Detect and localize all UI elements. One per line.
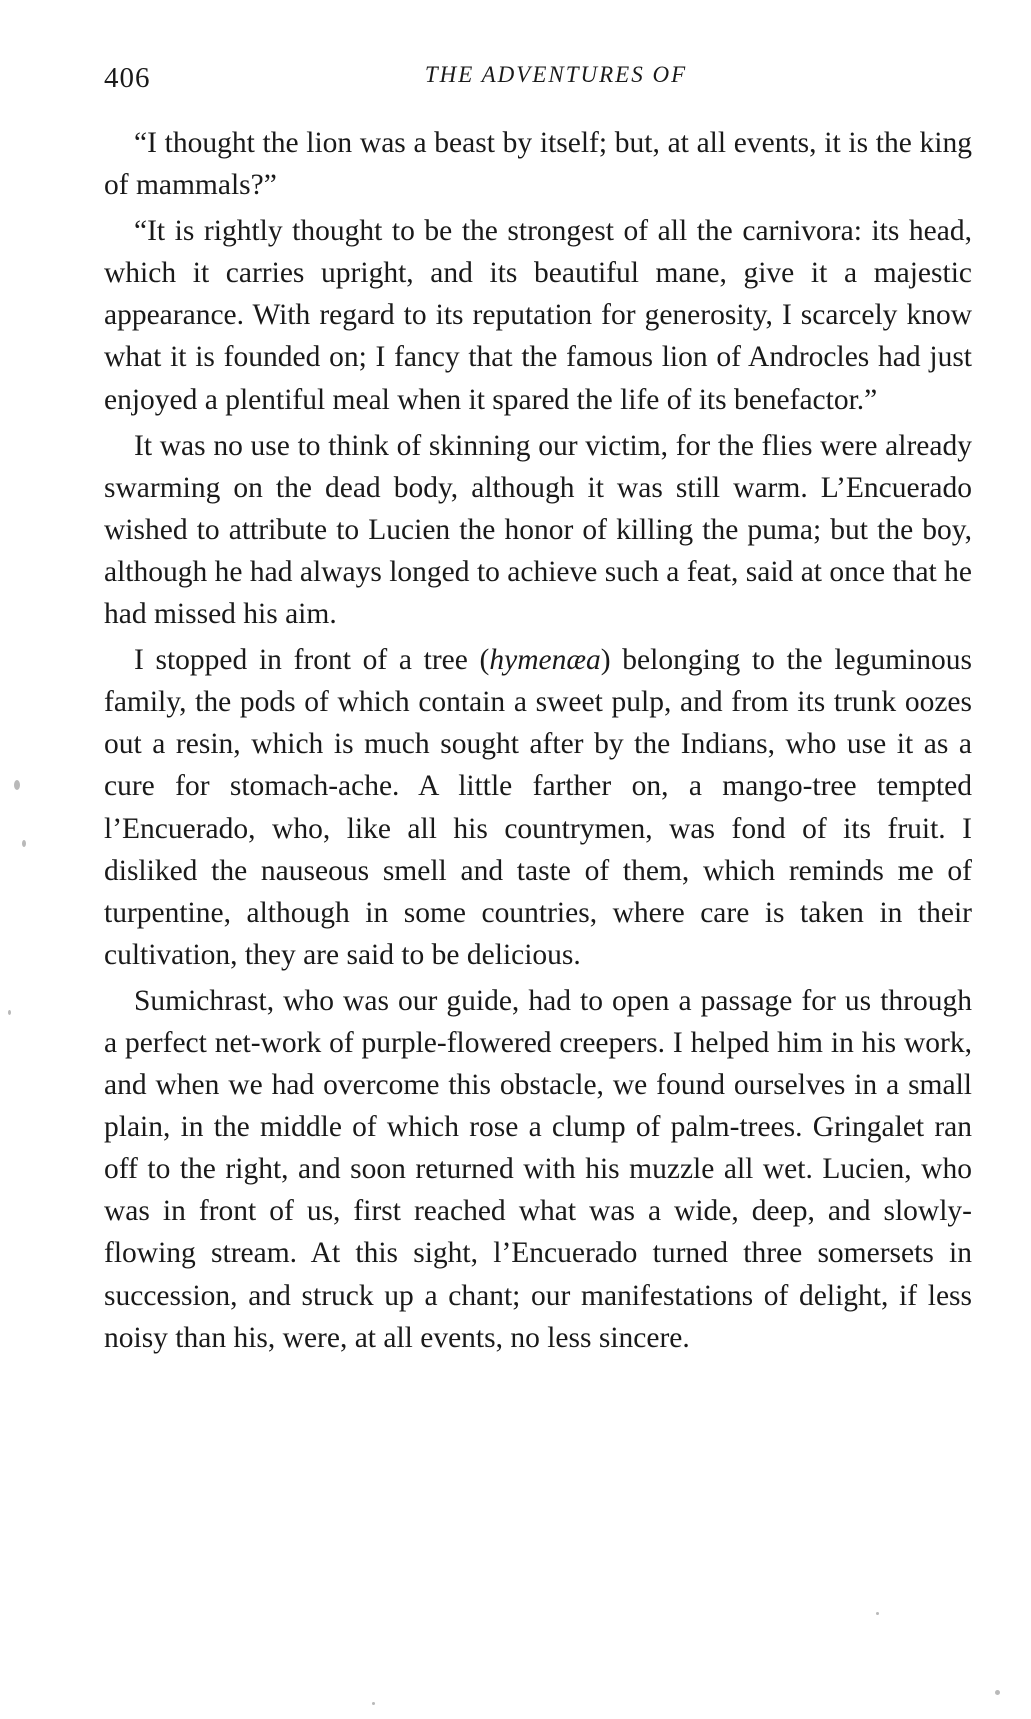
- paragraph-puma: It was no use to think of skinning our victim, for the flies were already swarming on the dead body, although it was still warm. L’Encuerado wished to attribute to Lucien the honor of killing the puma; but the boy, although he had always longed to achieve such a feat, said at once that he had missed his aim.: [104, 429, 972, 631]
- paper-speck: [372, 1702, 375, 1705]
- paragraph-lion-answer: “It is rightly thought to be the strongest of all the carnivora: its head, which it carries upright, and its beautiful mane, give it a majestic appearance. With regard to its reputation for generosity, I scarcely know what it is founded on; I fancy that the famous lion of Androcles had just enjoyed a plentiful meal when it spared the life of its benefactor.”: [104, 215, 972, 416]
- paper-speck: [876, 1612, 879, 1615]
- body-text: [104, 122, 972, 1359]
- running-title: THE ADVENTURES OF: [424, 62, 688, 87]
- page-number: 406: [104, 62, 151, 94]
- paragraph-tree: [104, 639, 972, 976]
- paper-speck: [995, 1690, 1000, 1695]
- paper-speck: [14, 780, 20, 790]
- tree-species-name: hymenæa: [489, 644, 601, 677]
- page-header: [104, 62, 968, 102]
- tree-text-before: I stopped in front of a tree (: [134, 644, 490, 677]
- paper-speck: [8, 1010, 11, 1015]
- paragraph-lion-question: “I thought the lion was a beast by itself; but, at all events, it is the king of mammals?”: [104, 127, 972, 202]
- paper-speck: [22, 840, 26, 847]
- paragraph-stream: Sumichrast, who was our guide, had to open a passage for us through a perfect net-work of purple-flowered creepers. I helped him in his work, and when we had overcome this obstacle, we found ourselves in a small plain, in the middle of which rose a clump of palm-trees. Gringalet ran off to the right, and soon returned with his muzzle all wet. Lucien, who was in front of us, first reached what was a wide, deep, and slowly-flowing stream. At this sight, l’Encuerado turned three somersets in succession, and struck up a chant; our manifestations of delight, if less noisy than his, were, at all events, no less sincere.: [104, 984, 972, 1354]
- tree-text-after: ) belonging to the leguminous family, the pods of which contain a sweet pulp, and from its trunk oozes out a resin, which is much sought after by the Indians, who use it as a cure for stomach-ache. A little farther on, a mango-tree tempted l’Encuerado, who, like all his countrymen, was fond of its fruit. I disliked the nauseous smell and taste of them, which reminds me of turpentine, although in some countries, where care is taken in their cultivation, they are said to be delicious.: [104, 644, 972, 971]
